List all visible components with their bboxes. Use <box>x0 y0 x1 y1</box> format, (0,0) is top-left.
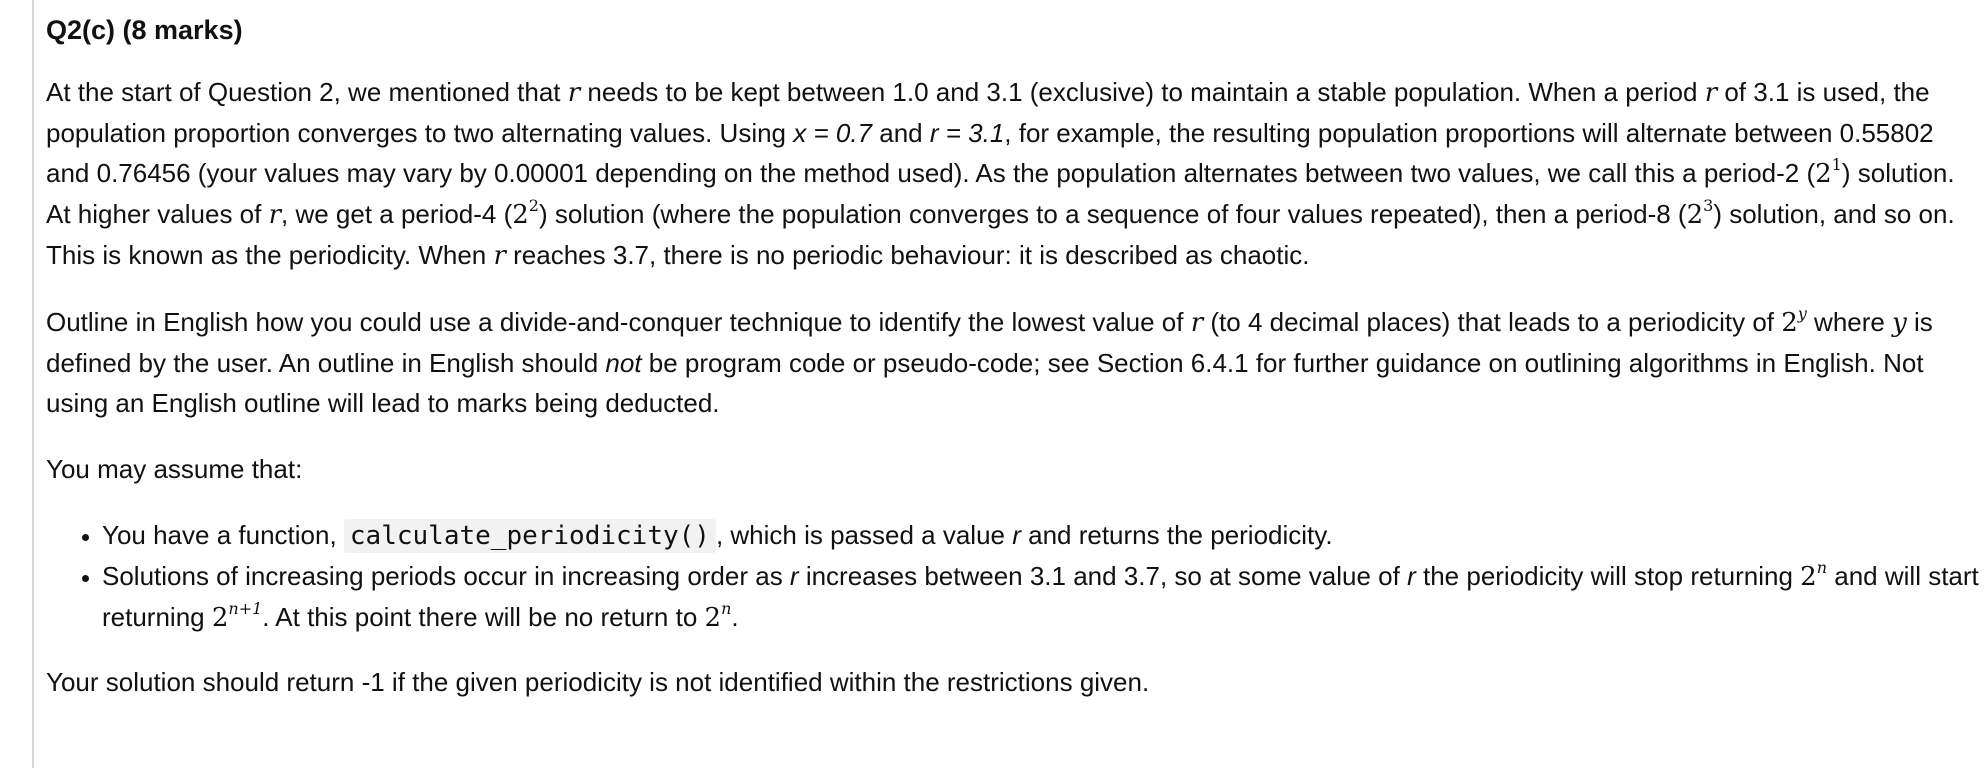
power-base: 2 <box>704 603 722 633</box>
task-paragraph <box>46 302 1981 423</box>
power-base: 2 <box>1815 159 1832 189</box>
question-panel <box>32 0 1988 768</box>
bullet1-text-1: You have a function, <box>102 520 344 550</box>
bullet2-text-4: and will start returning <box>102 561 1979 632</box>
bullet2-text-5: . At this point there will be no return to <box>262 602 705 632</box>
intro-text-7: ) solution (where the population converges to a sequence of four values repeated), then a period-8 ( <box>538 199 1687 229</box>
question-title: Q2(c) (8 marks) <box>46 15 243 45</box>
closing-paragraph: Your solution should return -1 if the given periodicity is not identified within the restrictions given. <box>46 667 1150 697</box>
intro-text-6: , we get a period-4 ( <box>281 199 513 229</box>
assumptions-list <box>46 515 1981 638</box>
bullet1-text-2: , which is passed a value <box>715 520 1013 550</box>
power-exponent-n-plus-1: n+1 <box>228 599 263 618</box>
assumptions-intro: You may assume that: <box>46 454 303 484</box>
task-text-2: (to 4 decimal places) that leads to a periodicity of <box>1203 307 1782 337</box>
bullet1-text-3: and returns the periodicity. <box>1020 520 1333 550</box>
bullet2-text-1: Solutions of increasing periods occur in increasing order as <box>102 561 790 591</box>
power-base: 2 <box>1800 562 1817 592</box>
intro-text-2: needs to be kept between 1.0 and 3.1 (exclusive) to maintain a stable population. When a period <box>580 77 1705 107</box>
emphasis-not: not <box>605 348 642 378</box>
function-code: calculate_periodicity() <box>344 519 716 553</box>
var-r: r <box>567 78 581 108</box>
var-r: r <box>268 200 282 230</box>
intro-text-3: of 3.1 is used, the population proportion converges to two alternating values. Using <box>46 77 1930 148</box>
var-r: r <box>789 561 799 591</box>
intro-text-8: ) solution, and so on. This is known as the periodicity. When <box>46 199 1955 270</box>
power-exponent-n: n <box>1816 558 1828 577</box>
list-item <box>102 515 1981 556</box>
bullet2-text-3: the periodicity will stop returning <box>1415 561 1801 591</box>
intro-text-5: ) solution. At higher values of <box>46 158 1955 229</box>
task-text-4: is defined by the user. An outline in English should <box>46 307 1933 378</box>
intro-text-9: reaches 3.7, there is no periodic behaviour: it is described as chaotic. <box>505 240 1310 270</box>
power-base: 2 <box>512 200 529 230</box>
power-exponent-1: 1 <box>1831 155 1842 174</box>
power-base: 2 <box>211 603 229 633</box>
power-exponent-3: 3 <box>1703 196 1714 215</box>
var-r: r <box>1704 78 1718 108</box>
intro-text-4: , for example, the resulting population proportions will alternate between 0.55802 and 0.76456 (your values may vary by 0.00001 depending on the method used). As the population alternates between two values, we call this a period-2 ( <box>46 118 1934 188</box>
task-text-3: where <box>1806 307 1893 337</box>
task-text-1: Outline in English how you could use a divide-and-conquer technique to identify the lowest value of <box>46 307 1191 337</box>
bullet2-text-6: . <box>731 602 739 632</box>
bullet2-text-2: increases between 3.1 and 3.7, so at some value of <box>798 561 1408 591</box>
power-exponent-2: 2 <box>528 196 539 215</box>
power-base: 2 <box>1686 200 1704 230</box>
var-r: r <box>1012 520 1021 550</box>
task-text-5: be program code or pseudo-code; see Section 6.4.1 for further guidance on outlining algorithms in English. Not using an English outline will lead to marks being deducted. <box>46 348 1924 418</box>
list-item <box>102 556 1981 638</box>
intro-and: and <box>872 118 930 148</box>
power-base: 2 <box>1781 308 1798 338</box>
question-content <box>46 10 1981 728</box>
r-equation: r = 3.1 <box>929 118 1005 148</box>
intro-text-1: At the start of Question 2, we mentioned that <box>46 77 568 107</box>
var-y: y <box>1892 308 1907 338</box>
var-r: r <box>1407 561 1416 591</box>
var-r: r <box>1190 308 1204 338</box>
var-r: r <box>493 241 506 271</box>
power-exponent-y: y <box>1797 304 1807 323</box>
x-equation: x = 0.7 <box>793 118 873 148</box>
intro-paragraph <box>46 72 1981 276</box>
power-exponent-n: n <box>721 599 732 618</box>
